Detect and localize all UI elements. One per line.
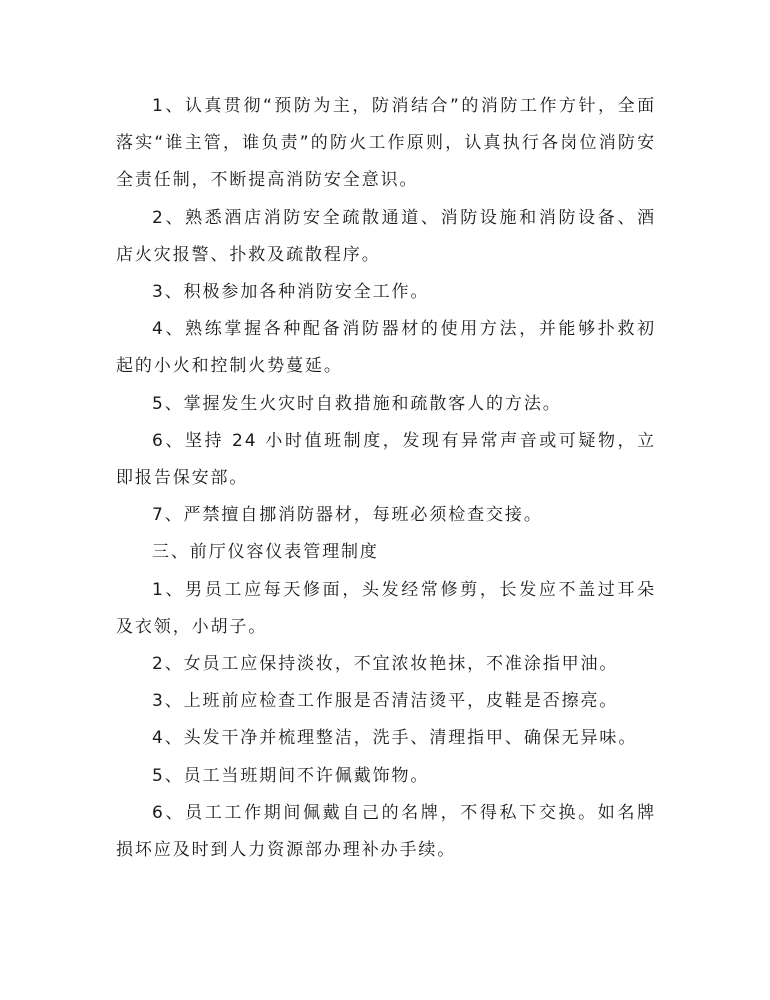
paragraph-uniform-check: 3、上班前应检查工作服是否清洁烫平，皮鞋是否擦亮。 <box>152 691 619 712</box>
document-body <box>116 88 656 869</box>
paragraph-evacuation: 2、熟悉酒店消防安全疏散通道、消防设施和消防设备、酒店火灾报警、扑救及疏散程序。 <box>116 207 656 265</box>
paragraph-fire-policy: 1、认真贯彻“预防为主，防消结合”的消防工作方针，全面落实“谁主管，谁负责”的防火工作原则，认真执行各岗位消防安全责任制，不断提高消防安全意识。 <box>116 96 656 191</box>
section-heading-appearance: 三、前厅仪容仪表管理制度 <box>152 542 379 563</box>
paragraph-duty-system: 6、坚持 24 小时值班制度，发现有异常声音或可疑物，立即报告保安部。 <box>116 430 656 489</box>
paragraph-equipment-handover: 7、严禁擅自挪消防器材，每班必须检查交接。 <box>152 505 543 526</box>
paragraph-participation: 3、积极参加各种消防安全工作。 <box>152 282 430 303</box>
paragraph-equipment-usage: 4、熟练掌握各种配备消防器材的使用方法，并能够扑救初起的小火和控制火势蔓延。 <box>116 319 656 377</box>
paragraph-self-rescue: 5、掌握发生火灾时自救措施和疏散客人的方法。 <box>152 393 562 414</box>
paragraph-no-jewelry: 5、员工当班期间不许佩戴饰物。 <box>152 765 430 786</box>
paragraph-hygiene: 4、头发干净并梳理整洁，洗手、清理指甲、确保无异味。 <box>152 728 638 749</box>
paragraph-name-badge: 6、员工工作期间佩戴自己的名牌，不得私下交换。如名牌损坏应及时到人力资源部办理补办手续。 <box>116 802 656 861</box>
paragraph-male-grooming: 1、男员工应每天修面，头发经常修剪，长发应不盖过耳朵及衣领，小胡子。 <box>116 579 656 637</box>
paragraph-female-makeup: 2、女员工应保持淡妆，不宜浓妆艳抹，不准涂指甲油。 <box>152 654 619 675</box>
